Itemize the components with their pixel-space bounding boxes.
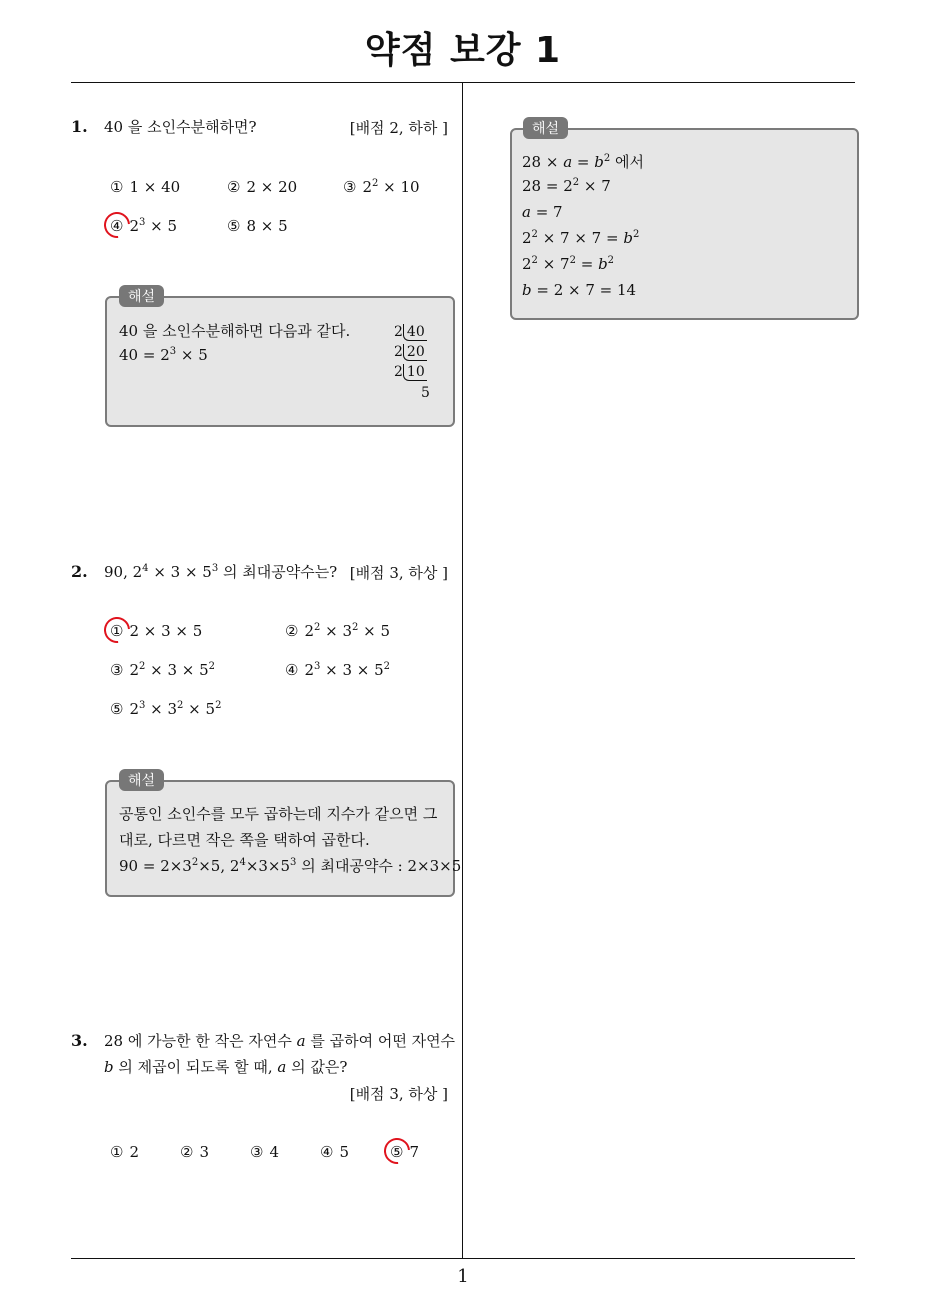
q1-choice-3[interactable]: ③ $2^2 \times 10$ — [343, 178, 420, 196]
q2-choice-1[interactable]: ① 2 × 3 × 5 — [110, 622, 202, 640]
header-rule — [71, 82, 855, 83]
q3-solution-box — [510, 128, 859, 320]
question-3-text-line-2: b 의 제곱이 되도록 할 때, a 의 값은? — [104, 1058, 348, 1076]
question-1-number: 1. — [71, 117, 88, 136]
q2-choice-2[interactable]: ② $2^2 \times 3^2 \times 5$ — [285, 622, 391, 640]
question-1-text: 40 을 소인수분해하면? — [104, 118, 257, 136]
q3-solution-line-4: $2^2 \times 7 \times 7 = b^2$ — [522, 229, 640, 247]
q1-solution-line-1: 40 을 소인수분해하면 다음과 같다. — [119, 322, 351, 340]
footer-rule — [71, 1258, 855, 1259]
q3-choice-3[interactable]: ③ 4 — [250, 1143, 279, 1161]
q3-solution-line-6: b = 2 × 7 = 14 — [522, 281, 637, 299]
question-1-meta: [배점 2, 하하 ] — [349, 119, 448, 137]
question-2-text: 90, $2^4 \times 3 \times 5^3$ 의 최대공약수는? — [104, 563, 338, 581]
q3-choice-5[interactable]: ⑤ 7 — [390, 1143, 419, 1161]
q3-choice-1[interactable]: ① 2 — [110, 1143, 139, 1161]
q1-solution-tag: 해설 — [119, 285, 164, 307]
q3-solution-line-3: a = 7 — [522, 203, 563, 221]
q2-solution-line-1: 공통인 소인수를 모두 곱하는데 지수가 같으면 그 — [119, 805, 438, 823]
q3-solution-line-2: $28 = 2^2 \times 7$ — [522, 177, 611, 195]
division-step-1: 2 40 — [394, 324, 425, 340]
column-divider — [462, 83, 463, 1258]
q3-solution-line-5: $2^2 \times 7^2 = b^2$ — [522, 255, 615, 273]
q2-choice-3[interactable]: ③ $2^2 \times 3 \times 5^2$ — [110, 661, 216, 679]
q1-choice-4[interactable]: ④ $2^3 \times 5$ — [110, 217, 177, 235]
q1-solution-line-2: $40 = 2^3 \times 5$ — [119, 346, 208, 364]
division-step-2: 2 20 — [394, 344, 425, 360]
q1-choice-1[interactable]: ① 1 × 40 — [110, 178, 181, 196]
q3-solution-tag: 해설 — [523, 117, 568, 139]
selected-answer-mark — [99, 612, 136, 649]
q2-choice-4[interactable]: ④ $2^3 \times 3 \times 5^2$ — [285, 661, 391, 679]
page-title: 약점 보강 1 — [364, 30, 562, 71]
q1-solution-box — [105, 296, 455, 427]
q2-solution-line-3: $90 = 2\times 3^2\times 5$, $2^4\times 3\times 5^3$ 의 최대공약수 : 2×3×5 — [119, 857, 462, 875]
q3-choice-4[interactable]: ④ 5 — [320, 1143, 349, 1161]
question-2-number: 2. — [71, 562, 88, 581]
question-3-text-line-1: 28 에 가능한 한 작은 자연수 a 를 곱하여 어떤 자연수 — [104, 1032, 456, 1050]
division-quotient: 5 — [421, 385, 430, 401]
question-3-meta: [배점 3, 하상 ] — [349, 1085, 448, 1103]
q1-choice-2[interactable]: ② 2 × 20 — [227, 178, 298, 196]
q2-solution-box — [105, 780, 462, 897]
page-number: 1 — [457, 1266, 469, 1287]
q3-solution-line-1: $28 \times a = b^2$ 에서 — [522, 153, 644, 171]
division-step-3: 2 10 — [394, 364, 425, 380]
q2-solution-tag: 해설 — [119, 769, 164, 791]
question-3-number: 3. — [71, 1031, 88, 1050]
question-2-meta: [배점 3, 하상 ] — [349, 564, 448, 582]
selected-answer-mark — [99, 207, 136, 244]
q3-choice-2[interactable]: ② 3 — [180, 1143, 209, 1161]
q2-choice-5[interactable]: ⑤ $2^3 \times 3^2 \times 5^2$ — [110, 700, 222, 718]
selected-answer-mark — [379, 1133, 416, 1170]
q2-solution-line-2: 대로, 다르면 작은 쪽을 택하여 곱한다. — [119, 831, 370, 849]
q1-choice-5[interactable]: ⑤ 8 × 5 — [227, 217, 288, 235]
